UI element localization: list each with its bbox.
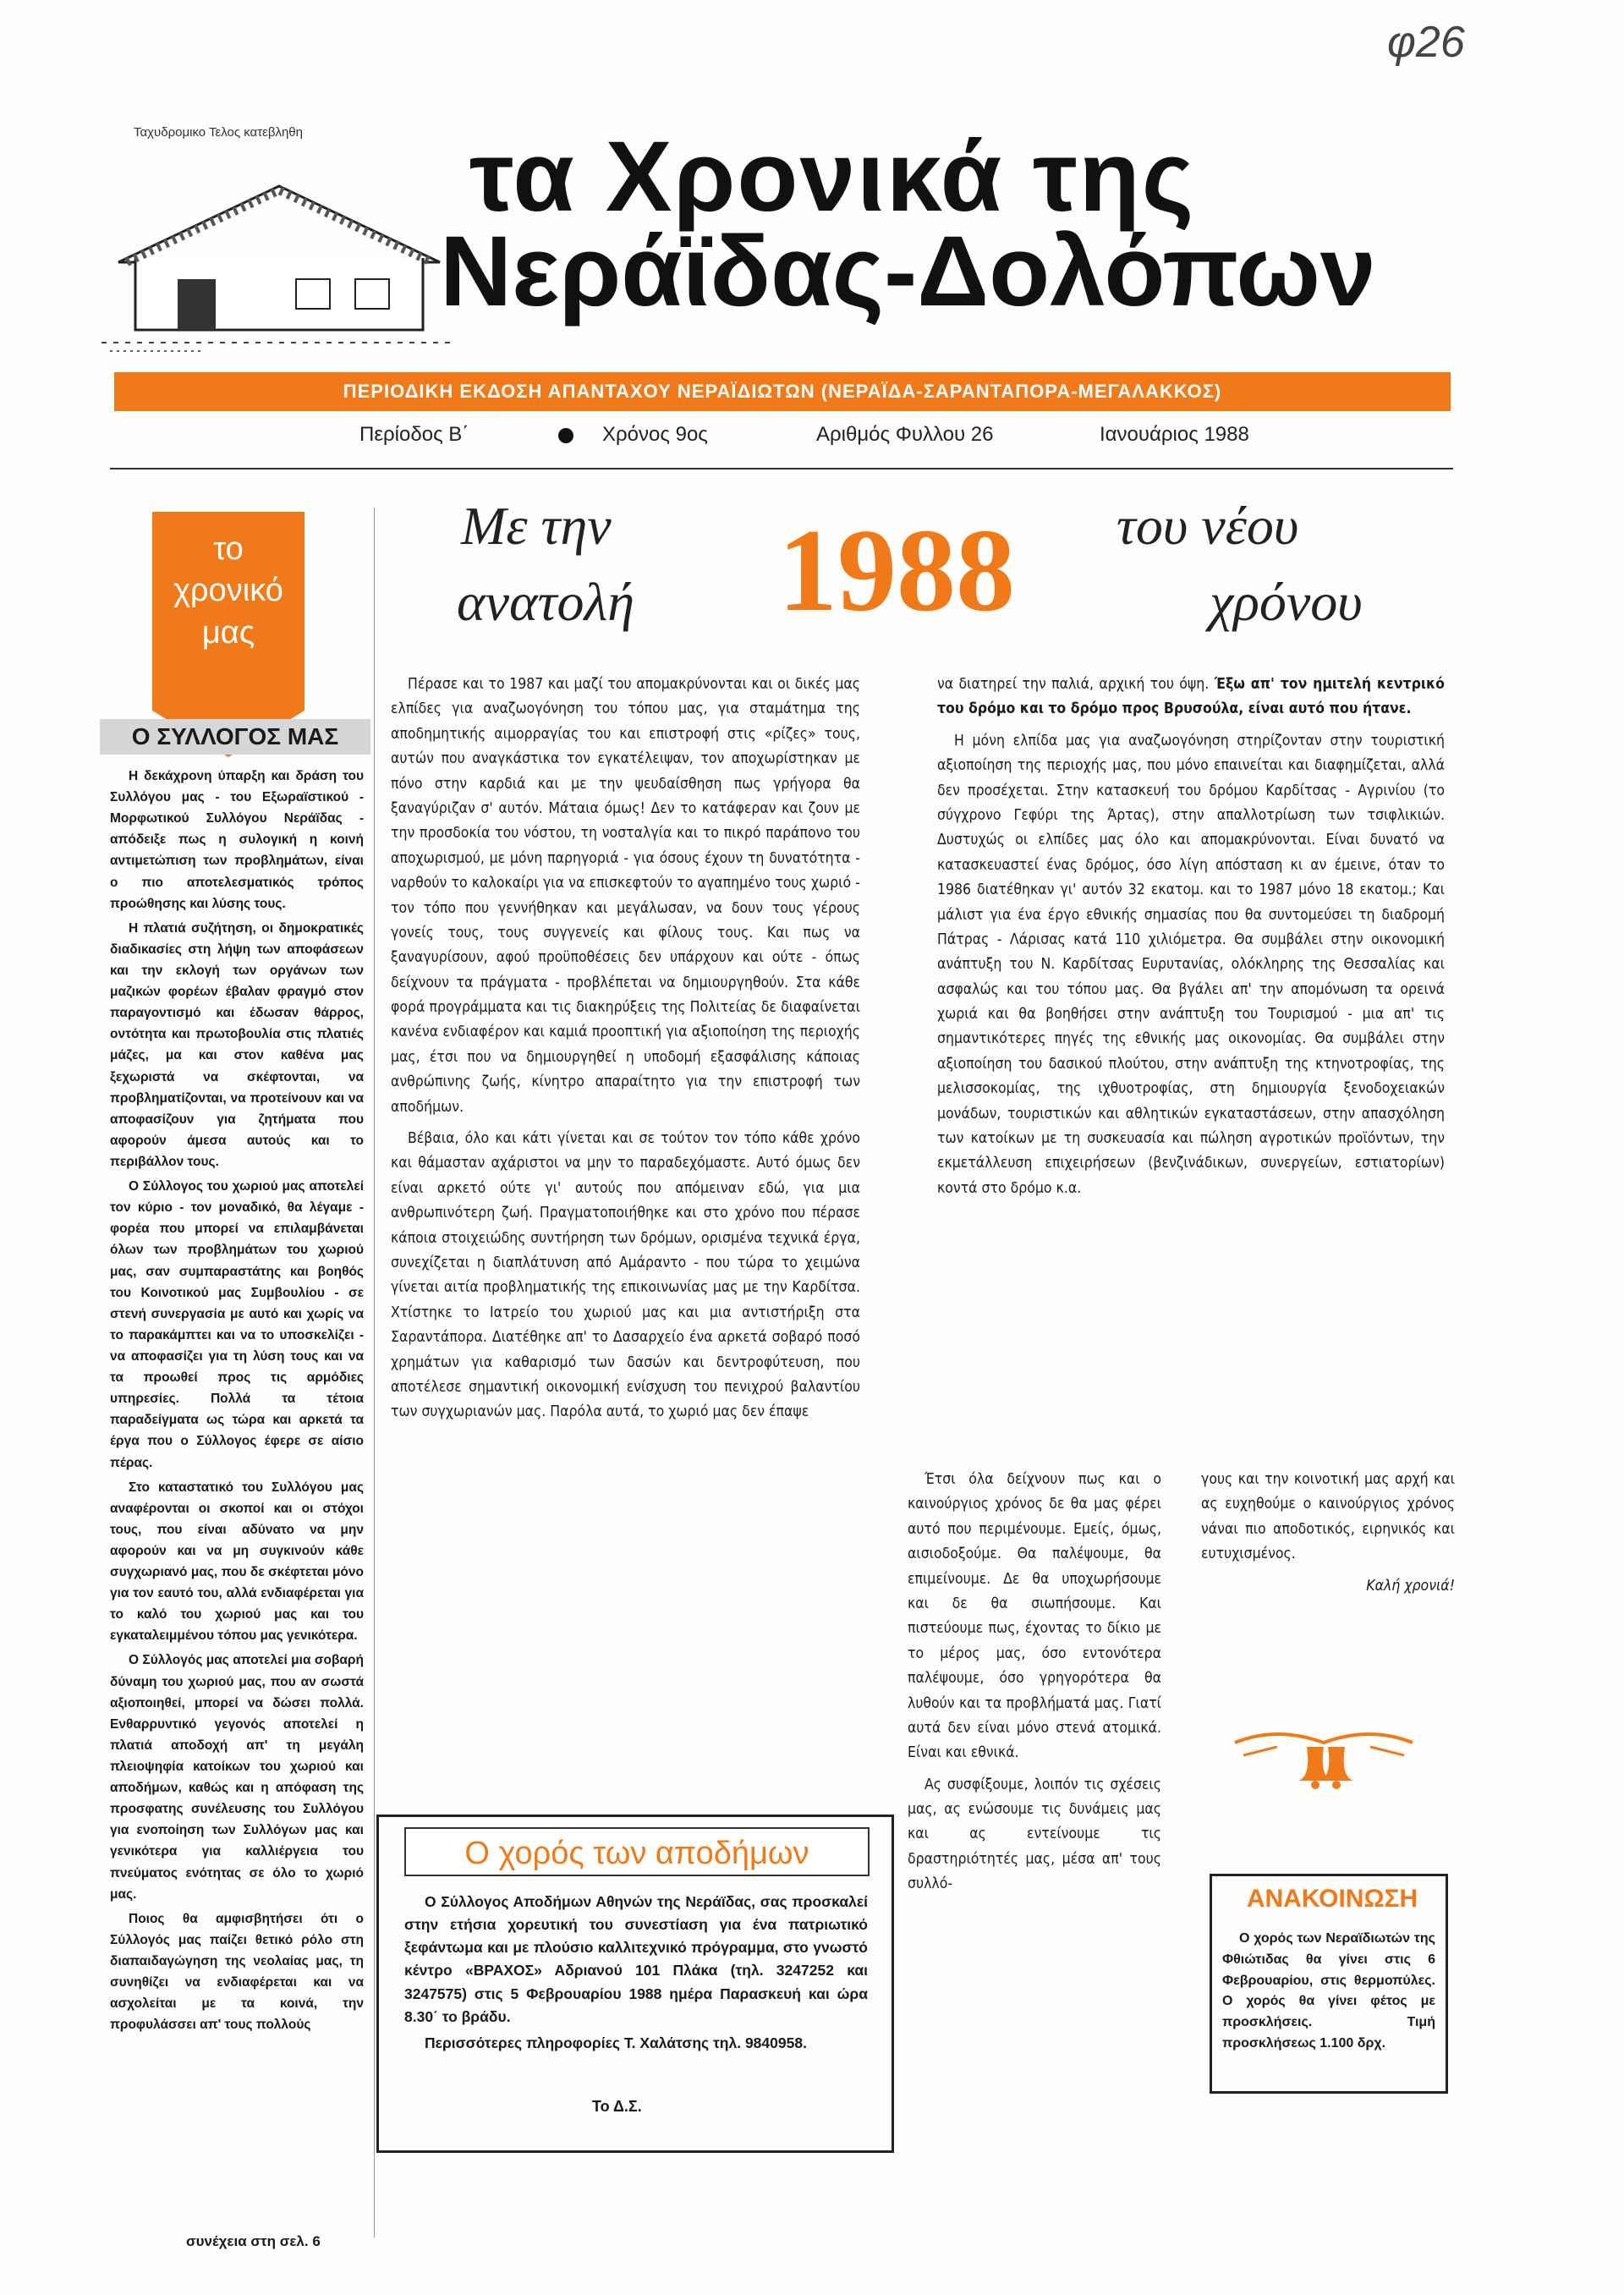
badge-line: χρονικό — [173, 573, 283, 609]
article-paragraph: Βέβαια, όλο και κάτι γίνεται και σε τούτον τον τόπο κάθε χρόνο και θάμασταν αχάριστοι να μην το παραδεχόμαστε. Αυτό όμως δεν είναι αρκετό ούτε γι' αυτούς που απόμειναν εδώ, για μια ανθρωπινότερη ζωή. Πραγματοποιήθηκε και στο χρόνο που πέρασε κάποια στοιχειώδης συντήρηση των δρόμων, ορισμένα τεχνικά έργα, συνεχίζεται η διαπλάτυνση από Αμάραντο - που τώρα το χειμώνα γίνεται αιτία προβληματικής της επικοινωνίας μας με την Καρδίτσα. Χτίστηκε το Ιατρείο του χωριού μας και μια αντιστήριξη στα Σαραντάπορα. Διατέθηκε απ' το Δασαρχείο ένα αρκετά σοβαρό ποσό χρημάτων για καθαρισμό των δασών και δεντροφύτευση, που αποτέλεσε σημαντική οικονομική ενίσχυση του πενιχρού βαλαντίου των συγχωριανών μας. Παρόλα αυτά, το χωριό μας δεν έπαψε — [391, 1130, 860, 1421]
sidebar-heading: Ο ΣΥΛΛΟΓΟΣ ΜΑΣ — [100, 719, 370, 755]
article-paragraph: Η μόνη ελπίδα μας για αναζωογόνηση στηρίζονταν στην τουριστική αξιοποίηση της περιοχής μας, που μόνο επαινείται και διαφημίζεται, αλλά δεν προσέχεται. Στην κατασκευή του δρόμου Καρδίτσας - Αγρινίου (το σύγχρονο Γεφύρι της Άρτας), στην απαλλοτρίωση των τσιφλικιών. Δυστυχώς οι ελπίδες μας όλο και απομακρύνονται. Είναι δυνατό να κατασκευαστεί ένας δρόμος, όσο λίγη απόσταση κι αν έμεινε, όταν το 1986 διατέθηκαν γι' αυτόν 32 εκατομ. και το 1987 μόνο 18 εκατομ.; Και μάλιστ για ένα έργο εθνικής σημασίας που θα συντομεύσει τη διαδρομή Πάτρας - Λάρισας κατά 110 χιλιόμετρα. Θα συμβάλει στην οικονομική ανάπτυξη του Ν. Καρδίτσας Ευρυτανίας, ολόκληρης της Θεσσαλίας και ασφαλώς και του τόπου μας. Θα βγάλει απ' την απομόνωση τα ορεινά χωριά και θα βοηθήσει στην ανάπτυξη του Τουρισμού - μια απ' τις σημαντικότερες πηγές της εθνικής μας οικονομίας. Θα συμβάλει στην αξιοποίηση του δασικού πλούτου, στην ανάπτυξη της κτηνοτροφίας, της μελισσοκομίας, της ιχθυοτροφίας, στη δημιουργία ξενοδοχειακών μονάδων, τουριστικών και αθλητικών εγκαταστάσεων, στην απασχόληση των κατοίκων με τη συσκευασία και πώληση αγροτικών προϊόντων, την εκμετάλλευση επιχειρήσεων (βενζινάδικων, συνεργείων, εστιατορίων) κοντά στο δρόμο κ.α. — [937, 732, 1445, 1197]
issue-date: Ιανουάριος 1988 — [1100, 423, 1249, 446]
chronicle-badge — [152, 512, 304, 711]
article-paragraph: γους και την κοινοτική μας αρχή και ας ευχηθούμε ο καινούργιος χρόνος νάναι πιο αποδοτικός, ειρηνικός και ευτυχισμένος. — [1201, 1471, 1455, 1563]
continued-note: συνέχεια στη σελ. 6 — [186, 2233, 321, 2249]
masthead-rule — [110, 468, 1453, 469]
sidebar-paragraph: Ο Σύλλογος του χωριού μας αποτελεί τον κύριο - τον μοναδικό, θα λέγαμε - φορέα που μπορεί να επιλαμβάνεται όλων των προβλημάτων του χωριού μας, σαν συμπαραστάτης και βοηθός του Κοινοτικού μας Συμβουλίου - σε στενή συνεργασία με αυτό και χωρίς να το παρακάμπτει και να το υποσκελίζει - να αποφασίζει για τη λύση τους και να τα προωθεί προς τις αρμόδιες υπηρεσίες. Πολλά τα τέτοια παραδείγματα ως τώρα και αρκετά τα έργα που ο Σύλλογος έφερε σε αίσιο πέρας. — [110, 1179, 364, 1470]
article-intro: να διατηρεί την παλιά, αρχική του όψη. — [937, 676, 1210, 693]
headline-right-line1: του νέου — [1116, 496, 1299, 556]
article-column-4 — [1201, 1468, 1455, 1606]
issue-number: Αριθμός Φυλλου 26 — [816, 423, 994, 446]
page-number-mark: φ26 — [1387, 18, 1465, 67]
sidebar-paragraph: Ποιος θα αμφισβητήσει ότι ο Σύλλογός μας παίζει θετικό ρόλο στη διαπαιδαγώγηση της νεολαίας μας, τη συνηθίζει να ενδιαφέρεται και να ασχολείται με τα κοινά, την προφυλάσσει απ' τους πολλούς — [110, 1911, 364, 2033]
masthead-band: ΠΕΡΙΟΔΙΚΗ ΕΚΔΟΣΗ ΑΠΑΝΤΑΧΟΥ ΝΕΡΑΪΔΙΩΤΩΝ (ΝΕΡΑΪΔΑ-ΣΑΡΑΝΤΑΠΟΡΑ-ΜΕΓΑΛΑΚΚΟΣ) — [114, 372, 1451, 411]
article-column-1 — [391, 673, 860, 1432]
article-paragraph — [937, 673, 1445, 722]
article-column-3 — [908, 1468, 1161, 1904]
dance-notice-text — [404, 1891, 868, 2058]
badge-line: το — [213, 531, 244, 567]
article-paragraph: Έτσι όλα δείχνουν πως και ο καινούργιος χρόνος δε θα μας φέρει αυτό που περιμένουμε. Εμείς, όμως, αισιοδοξούμε. Θα παλέψουμε, θα επιμείνουμε. Δε θα υποχωρήσουμε και δε θα σιωπήσουμε. Και πιστεύουμε πως, έχοντας το δίκιο με το μέρος μας, όσο εντονότερα παλέψουμε, όσο γρηγορότερα θα λυθούν και τα προβλήματά μας. Γιατί αυτά δεν είναι μόνο στενά ατομικά. Είναι και εθνικά. — [908, 1471, 1161, 1762]
village-house-illustration — [102, 135, 457, 364]
sidebar-paragraph: Στο καταστατικό του Συλλόγου μας αναφέρονται οι σκοποί και οι στόχοι τους, που είναι αδύνατο να μην αφορούν και να μη συγκινούν κάθε συγχωριανό μας, που δε σκέφτεται μόνο για τον εαυτό του, αλλά ενδιαφέρεται για το καλό του χωριού μας και του εγκαταλειμμένου τόπου μας γενικότερα. — [110, 1480, 364, 1644]
sidebar-paragraph: Η δεκάχρονη ύπαρξη και δράση του Συλλόγου μας - του Εξωραϊστικού - Μορφωτικού Συλλόγου Νεράϊδας - απόδειξε πως η συλογική η κοινή αντιμετώπιση των προβλημάτων, είναι ο πιο αποτελεσματικός τρόπος προώθησης και λύσης τους. — [110, 769, 364, 911]
bells-ornament-icon — [1226, 1717, 1421, 1793]
headline-right-line2: χρόνου — [1210, 572, 1363, 632]
masthead-title-line2: Νεράϊδας-Δολόπων — [440, 216, 1376, 327]
announcement-text — [1222, 1929, 1435, 2055]
dance-paragraph: Περισσότερες πληροφορίες Τ. Χαλάτσης τηλ. 9840958. — [425, 2034, 807, 2051]
column-divider — [374, 508, 375, 2237]
postal-fee-note: Ταχυδρομικο Τελος κατεβληθη — [134, 125, 303, 140]
article-closing: Καλή χρονιά! — [1366, 1577, 1455, 1595]
headline-year: 1988 — [778, 505, 1015, 636]
issue-year: Χρόνος 9ος — [602, 423, 708, 446]
dance-paragraph: Ο Σύλλογος Αποδήμων Αθηνών της Νεράϊδας, σας προσκαλεί στην ετήσια χορευτική του συνεστίαση για ένα πατριωτικό ξεφάντωμα και με πλούσιο καλλιτεχνικό πρόγραμμα, στο γνωστό κέντρο «ΒΡΑΧΟΣ» Αδριανού 101 Πλάκα (τηλ. 3247252 και 3247575) στις 5 Φεβρουαρίου 1988 ημέρα Παρασκευή και ώρα 8.30΄ το βράδυ. — [404, 1893, 868, 2025]
article-bold-statement: Έξω απ' τον ημιτελή κεντρικό του δρόμο και το δρόμο προς Βρυσούλα, είναι αυτό που ήτανε. — [937, 676, 1445, 718]
bullet-dot — [558, 428, 573, 443]
article-column-2 — [937, 673, 1445, 1208]
headline-left-line1: Με την — [461, 496, 612, 556]
announcement-title: ΑΝΑΚΟΙΝΩΣΗ — [1246, 1885, 1418, 1913]
article-paragraph: Ας συσφίξουμε, λοιπόν τις σχέσεις μας, ας ενώσουμε τις δυνάμεις μας και ας εντείνουμε τις δραστηριότητές μας, μέσα απ' τους συλλό- — [908, 1776, 1161, 1893]
sidebar-paragraph: Ο Σύλλογός μας αποτελεί μια σοβαρή δύναμη του χωριού μας, που αν σωστά αξιοποιηθεί, μπορεί να δώσει πολλά. Ενθαρρυντικό γεγονός αποτελεί η πλατιά αποδοχή απ' τη μεγάλη πλειοψηφία κατοίκων του χωριού και αποδήμων, καθώς και η απόφαση της προσφατης συνέλευσης του Συλλόγου για ενοποίηση των Συλλόγων μας και γενικότερα για καλλιέργεια του πνεύματος ενότητας σε όλο το χωριό μας. — [110, 1653, 364, 1902]
article-paragraph: Πέρασε και το 1987 και μαζί του απομακρύνονται και οι δικές μας ελπίδες για αναζωογόνηση του τόπου μας, για σταμάτημα της αποδημητικής αιμορραγίας του και επιστροφή στις «ρίζες» τους, αυτών που αναγκάστικα τον εγκατέλειψαν, τον αποχωρίστηκαν με πόνο στην καρδιά και με την ψευδαίσθηση πως γρήγορα θα ξαναγύριζαν σ' αυτόν. Μάταια όμως! Δεν το κατάφεραν και ζουν με την προσδοκία του νόστου, τη νοσταλγία και το πικρό παράπονο του αποχωρισμού, με μόνη παρηγοριά - για όσους έχουν τη δυνατότητα - ναρθούν το καλοκαίρι για να επισκεφτούν το αγαπημένο τους χωριό - τον τόπο που γεννήθηκαν και μεγάλωσαν, να δουν τους γέρους γονείς τους, τους συγγενείς και φίλους τους. Και πως να ξαναγυρίσουν, αφού προϋποθέσεις δεν υπάρχουν και ούτε - όπως δείχνουν τα πράγματα - προβλέπεται να δημιουργηθούν. Στα κάθε φορά προγράμματα και τις διακηρύξεις της Πολιτείας δε διαφαίνεται κανένα ενδιαφέρον και καμιά προοπτική για αξιοποίηση της περιοχής μας, έτσι που να δημιουργηθεί η υποδομή εξασφάλισης κάποιας ανθρώπινης ζωής, κίνητρο απαραίτητο για την επιστροφή των αποδήμων. — [391, 676, 860, 1116]
dance-signature: Το Δ.Σ. — [592, 2098, 642, 2115]
sidebar-paragraph: Η πλατιά συζήτηση, οι δημοκρατικές διαδικασίες στη λήψη των αποφάσεων και την εκλογή των οργάνων των μαζικών φορέων έβαλαν φραγμό στον παραγοντισμό και έδωσαν θάρρος, οντότητα και πρωτοβουλία στις πλατιές μάζες, μα και στον καθένα μας ξεχωριστά να σκέφτονται, να προβληματίζονται, να προτείνουν και να αποφασίζουν για ζητήματα που αφορούν άμεσα αυτούς και το περιβάλλον τους. — [110, 920, 364, 1169]
sidebar-article — [110, 766, 364, 2039]
announcement-paragraph: Ο χορός των Νεραϊδιωτών της Φθιώτιδας θα γίνει στις 6 Φεβρουαρίου, στις θερμοπύλες. Ο χορός θα γίνει φέτος με προσκλήσεις. Τιμή προσκλήσεως 1.100 δρχ. — [1222, 1931, 1435, 2051]
badge-line: μας — [201, 614, 255, 651]
headline-left-line2: ανατολή — [457, 572, 634, 632]
issue-period: Περίοδος Β΄ — [359, 423, 469, 446]
dance-notice-title: Ο χορός των αποδήμων — [404, 1827, 870, 1876]
masthead-title-line1: τα Χρονικά της — [469, 121, 1196, 233]
